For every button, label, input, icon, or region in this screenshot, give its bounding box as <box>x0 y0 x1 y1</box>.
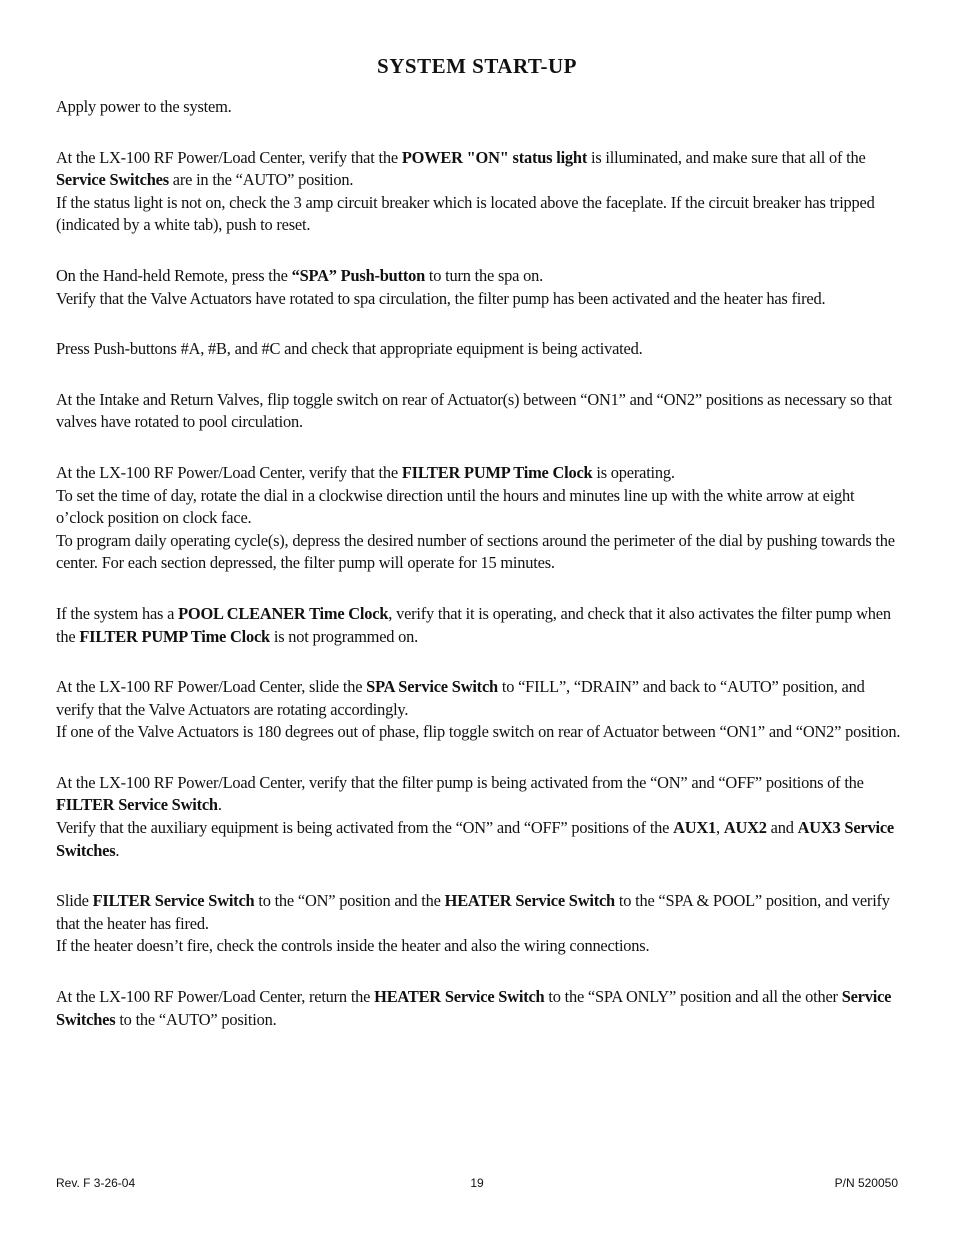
bold-term: FILTER Service Switch <box>56 795 218 815</box>
text-run: At the Intake and Return Valves, flip toggle switch on rear of Actuator(s) between “ON1” and “ON2” positions as necessary so that valves have rotated to pool circulation. <box>56 389 892 432</box>
paragraph <box>56 890 906 958</box>
paragraph-line <box>56 288 906 311</box>
paragraph <box>56 96 906 119</box>
paragraph-line <box>56 462 906 485</box>
paragraph <box>56 389 906 434</box>
text-run: . <box>115 840 120 860</box>
text-run: If the heater doesn’t fire, check the controls inside the heater and also the wiring connections. <box>56 936 650 956</box>
paragraph <box>56 772 906 862</box>
text-run: On the Hand-held Remote, press the <box>56 265 292 285</box>
paragraph-line <box>56 986 906 1031</box>
text-run: are in the “AUTO” position. <box>168 170 354 190</box>
bold-term: “SPA” Push-button <box>291 265 425 285</box>
paragraph-line <box>56 265 906 288</box>
text-run: to the “SPA ONLY” position and all the other <box>544 987 842 1007</box>
bold-term: FILTER PUMP Time Clock <box>401 462 593 482</box>
paragraph-line <box>56 772 906 817</box>
footer-page-number: 19 <box>470 1176 484 1190</box>
bold-term: FILTER PUMP Time Clock <box>79 626 270 646</box>
paragraph-line <box>56 338 906 361</box>
text-run: At the LX-100 RF Power/Load Center, slide the <box>56 677 367 697</box>
text-run: to turn the spa on. <box>425 265 544 285</box>
bold-term: AUX2 <box>723 818 767 838</box>
bold-term: FILTER Service Switch <box>92 891 255 911</box>
bold-term: SPA Service Switch <box>366 677 498 697</box>
text-run: Apply power to the system. <box>56 97 232 116</box>
paragraph-line <box>56 147 906 192</box>
paragraph <box>56 338 906 361</box>
page-title: SYSTEM START-UP <box>377 54 577 78</box>
text-run: , verify that it is operating, and check that it also activates the filter pump when the <box>56 603 891 646</box>
text-run: If the system has a <box>56 603 179 623</box>
text-run: At the LX-100 RF Power/Load Center, verify that the <box>56 462 402 482</box>
paragraph-line <box>56 721 906 744</box>
bold-term: AUX3 Service Switches <box>56 818 894 860</box>
paragraph-line <box>56 389 906 434</box>
text-run: At the LX-100 RF Power/Load Center, verify that the filter pump is being activated from the “ON” and “OFF” positions of the <box>56 772 864 792</box>
text-run: Verify that the Valve Actuators have rotated to spa circulation, the filter pump has been activated and the heater has fired. <box>56 288 826 308</box>
text-run: is not programmed on. <box>269 626 419 646</box>
text-run: Slide <box>56 891 93 911</box>
footer-revision: Rev. F 3-26-04 <box>56 1176 136 1190</box>
paragraph-line <box>56 530 906 575</box>
bold-term: HEATER Service Switch <box>374 987 545 1007</box>
text-run: , <box>716 818 724 838</box>
paragraph-line <box>56 192 906 237</box>
text-run: . <box>217 795 222 815</box>
text-run: to the “SPA & POOL” position, and verify that the heater has fired. <box>56 891 890 933</box>
paragraph-line <box>56 96 906 119</box>
paragraph-line <box>56 676 906 721</box>
document-body <box>56 96 906 1059</box>
paragraph-line <box>56 485 906 530</box>
paragraph <box>56 462 906 575</box>
paragraph <box>56 986 906 1031</box>
paragraph <box>56 676 906 744</box>
paragraph-line <box>56 935 906 958</box>
paragraph-line <box>56 890 906 935</box>
bold-term: POWER "ON" status light <box>401 147 588 167</box>
text-run: If one of the Valve Actuators is 180 degrees out of phase, flip toggle switch on rear of Actuator between “ON1” and “ON2” position. <box>56 722 901 742</box>
bold-term: POOL CLEANER Time Clock <box>178 603 389 623</box>
bold-term: AUX1 <box>673 818 717 838</box>
text-run: At the LX-100 RF Power/Load Center, verify that the <box>56 147 402 167</box>
text-run: to “FILL”, “DRAIN” and back to “AUTO” position, and verify that the Valve Actuators are rotating accordingly. <box>56 677 865 719</box>
text-run: To set the time of day, rotate the dial in a clockwise direction until the hours and minutes line up with the white arrow at eight o’clock position on clock face. <box>56 485 855 528</box>
text-run: Press Push-buttons #A, #B, and #C and check that appropriate equipment is being activated. <box>56 339 643 359</box>
footer-part-number: P/N 520050 <box>834 1176 898 1190</box>
text-run: To program daily operating cycle(s), depress the desired number of sections around the perimeter of the dial by pushing towards the center. For each section depressed, the filter pump will operate for 15 minutes. <box>56 530 895 573</box>
paragraph-line <box>56 603 906 648</box>
text-run: to the “AUTO” position. <box>115 1009 277 1029</box>
text-run: Verify that the auxiliary equipment is being activated from the “ON” and “OFF” positions of the <box>56 818 674 838</box>
bold-term: HEATER Service Switch <box>444 891 615 911</box>
text-run: If the status light is not on, check the 3 amp circuit breaker which is located above the faceplate. If the circuit breaker has tripped (indicated by a white tab), push to reset. <box>56 192 875 235</box>
text-run: is operating. <box>592 462 675 482</box>
text-run: is illuminated, and make sure that all of the <box>587 147 866 167</box>
text-run: and <box>766 818 798 838</box>
bold-term: Service Switches <box>56 170 169 190</box>
text-run: to the “ON” position and the <box>254 891 445 911</box>
bold-term: Service Switches <box>56 987 892 1029</box>
paragraph-line <box>56 817 906 862</box>
text-run: At the LX-100 RF Power/Load Center, return the <box>56 987 375 1007</box>
paragraph <box>56 603 906 648</box>
paragraph <box>56 147 906 237</box>
paragraph <box>56 265 906 310</box>
